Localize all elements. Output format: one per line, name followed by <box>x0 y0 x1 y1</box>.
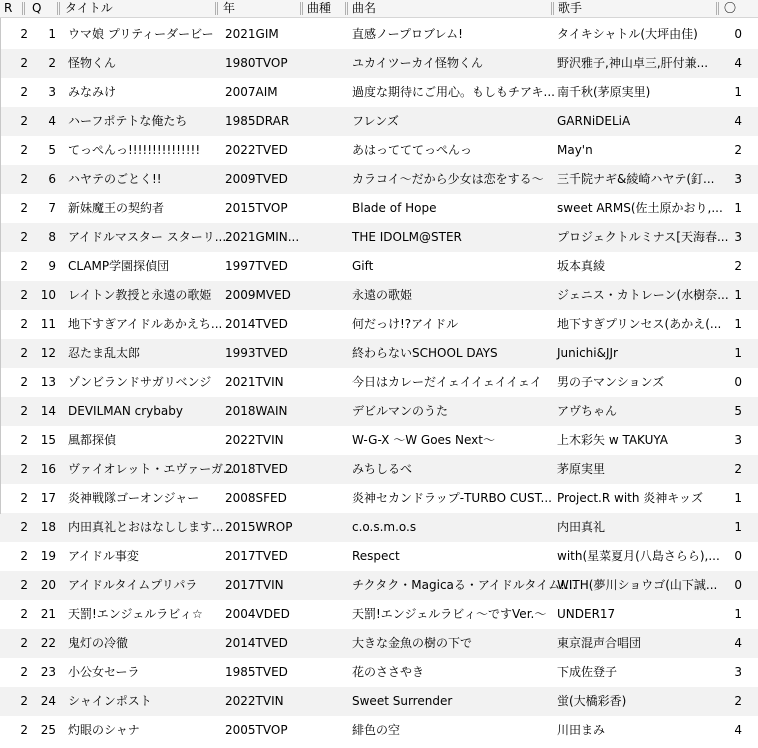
cell-title: てっぺんっ!!!!!!!!!!!!!!! <box>68 143 201 157</box>
cell-title: 忍たま乱太郎 <box>68 346 141 360</box>
column-resize-handle[interactable] <box>57 2 60 15</box>
cell-genre <box>306 571 348 600</box>
cell-song: 永遠の歌姫 <box>352 288 413 302</box>
cell-title: みなみけ <box>68 85 117 99</box>
cell-r: 2 <box>20 723 28 737</box>
cell-year: 2015WROP <box>225 520 293 534</box>
cell-song: W-G-X 〜W Goes Next〜 <box>352 433 495 447</box>
table-row[interactable] <box>0 310 758 339</box>
cell-o: 2 <box>734 462 742 476</box>
cell-q: 6 <box>48 172 56 186</box>
cell-singer: タイキシャトル(大坪由佳) <box>557 27 698 41</box>
cell-title: 鬼灯の冷徹 <box>68 636 129 650</box>
cell-song: 何だっけ!?アイドル <box>352 317 459 331</box>
cell-q: 13 <box>40 375 56 389</box>
table-row[interactable] <box>0 397 758 426</box>
table-row[interactable] <box>0 339 758 368</box>
cell-title: ハヤテのごとく!! <box>68 172 162 186</box>
cell-o: 5 <box>734 404 742 418</box>
cell-q: 1 <box>48 27 56 41</box>
table-row[interactable] <box>0 20 758 49</box>
table-row[interactable] <box>0 658 758 687</box>
table-row[interactable] <box>0 78 758 107</box>
cell-genre <box>306 513 348 542</box>
cell-title: 小公女セーラ <box>68 665 140 679</box>
cell-q: 24 <box>40 694 56 708</box>
cell-o: 3 <box>734 172 742 186</box>
cell-o: 1 <box>734 607 742 621</box>
cell-genre <box>306 629 348 658</box>
cell-genre <box>306 49 348 78</box>
cell-genre <box>306 687 348 716</box>
cell-title: DEVILMAN crybaby <box>68 404 183 418</box>
cell-singer: 下成佐登子 <box>557 665 618 679</box>
cell-r: 2 <box>20 462 28 476</box>
cell-song: THE IDOLM@STER <box>352 230 462 244</box>
cell-q: 7 <box>48 201 56 215</box>
cell-q: 3 <box>48 85 56 99</box>
cell-song: Respect <box>352 549 400 563</box>
cell-title: ヴァイオレット・エヴァーガ... <box>68 462 235 476</box>
cell-year: 2021GMIN... <box>225 230 300 244</box>
table-row[interactable] <box>0 426 758 455</box>
table-row[interactable] <box>0 484 758 513</box>
cell-title: アイドルマスター スターリ... <box>68 230 227 244</box>
cell-year: 2018TVED <box>225 462 288 476</box>
cell-song: Blade of Hope <box>352 201 437 215</box>
cell-genre <box>306 281 348 310</box>
cell-r: 2 <box>20 230 28 244</box>
cell-genre <box>306 339 348 368</box>
cell-genre <box>306 542 348 571</box>
cell-o: 2 <box>734 143 742 157</box>
cell-singer: 野沢雅子,神山卓三,肝付兼... <box>557 56 709 70</box>
column-header-genre[interactable]: 曲種 <box>307 1 332 15</box>
cell-r: 2 <box>20 578 28 592</box>
cell-q: 19 <box>40 549 56 563</box>
cell-q: 14 <box>40 404 56 418</box>
cell-genre <box>306 194 348 223</box>
table-row[interactable] <box>0 49 758 78</box>
cell-song: Gift <box>352 259 374 273</box>
table-row[interactable] <box>0 165 758 194</box>
cell-singer: May'n <box>557 143 593 157</box>
cell-o: 0 <box>734 549 742 563</box>
cell-year: 2014TVED <box>225 636 288 650</box>
cell-song: Sweet Surrender <box>352 694 453 708</box>
cell-r: 2 <box>20 288 28 302</box>
cell-genre <box>306 426 348 455</box>
cell-genre <box>306 78 348 107</box>
cell-genre <box>306 310 348 339</box>
cell-o: 0 <box>734 27 742 41</box>
column-header-q[interactable]: Q <box>32 1 42 15</box>
cell-r: 2 <box>20 433 28 447</box>
cell-title: 怪物くん <box>68 56 117 70</box>
cell-song: 天罰!エンジェルラビィ〜ですVer.〜 <box>352 607 547 621</box>
cell-singer: 南千秋(茅原実里) <box>557 85 651 99</box>
column-resize-handle[interactable] <box>22 2 25 15</box>
cell-title: ハーフポテトな俺たち <box>68 114 188 128</box>
cell-song: c.o.s.m.o.s <box>352 520 417 534</box>
cell-q: 15 <box>40 433 56 447</box>
cell-year: 1993TVED <box>225 346 288 360</box>
cell-singer: アヴちゃん <box>557 404 618 418</box>
cell-r: 2 <box>20 404 28 418</box>
cell-year: 2014TVED <box>225 317 288 331</box>
cell-year: 2017TVIN <box>225 578 284 592</box>
cell-singer: GARNiDELiA <box>557 114 631 128</box>
cell-r: 2 <box>20 85 28 99</box>
cell-title: シャインポスト <box>68 694 152 708</box>
cell-song: フレンズ <box>352 114 399 128</box>
cell-year: 2021GIM <box>225 27 279 41</box>
cell-title: アイドル事変 <box>68 549 139 563</box>
table-header <box>0 0 758 18</box>
column-resize-handle[interactable] <box>716 2 719 15</box>
cell-q: 8 <box>48 230 56 244</box>
cell-genre <box>306 600 348 629</box>
column-header-song[interactable]: 曲名 <box>352 1 377 15</box>
cell-r: 2 <box>20 549 28 563</box>
cell-singer: with(星菜夏月(八島さらら),... <box>557 549 720 563</box>
cell-title: 天罰!エンジェルラビィ☆ <box>68 607 203 621</box>
cell-r: 2 <box>20 375 28 389</box>
cell-year: 1985TVED <box>225 665 288 679</box>
table-row[interactable] <box>0 194 758 223</box>
table-row[interactable] <box>0 252 758 281</box>
cell-year: 2017TVED <box>225 549 288 563</box>
cell-song: 大きな金魚の樹の下で <box>352 636 473 650</box>
cell-o: 1 <box>734 201 742 215</box>
cell-year: 2015TVOP <box>225 201 288 215</box>
table-row[interactable] <box>0 107 758 136</box>
cell-q: 22 <box>40 636 56 650</box>
cell-o: 4 <box>734 636 742 650</box>
table-row[interactable] <box>0 281 758 310</box>
cell-o: 1 <box>734 520 742 534</box>
cell-year: 2009TVED <box>225 172 288 186</box>
cell-q: 17 <box>40 491 56 505</box>
cell-q: 12 <box>40 346 56 360</box>
cell-r: 2 <box>20 27 28 41</box>
cell-singer: sweet ARMS(佐土原かおり,... <box>557 201 723 215</box>
cell-o: 1 <box>734 288 742 302</box>
cell-singer: Project.R with 炎神キッズ <box>557 491 704 505</box>
cell-song: 花のささやき <box>352 665 425 679</box>
cell-q: 25 <box>40 723 56 737</box>
cell-title: アイドルタイムプリパラ <box>68 578 198 592</box>
cell-r: 2 <box>20 346 28 360</box>
cell-r: 2 <box>20 694 28 708</box>
cell-genre <box>306 107 348 136</box>
cell-singer: Junichi&JJr <box>557 346 618 360</box>
table-row[interactable] <box>0 223 758 252</box>
cell-genre <box>306 165 348 194</box>
cell-o: 1 <box>734 491 742 505</box>
table-row[interactable] <box>0 716 758 745</box>
cell-r: 2 <box>20 636 28 650</box>
cell-r: 2 <box>20 520 28 534</box>
cell-year: 2021TVIN <box>225 375 284 389</box>
column-header-singer[interactable]: 歌手 <box>558 1 583 15</box>
column-resize-handle[interactable] <box>215 2 218 15</box>
cell-song: 今日はカレーだイェイイェイイェイ <box>352 375 542 389</box>
cell-o: 4 <box>734 723 742 737</box>
cell-r: 2 <box>20 491 28 505</box>
cell-q: 4 <box>48 114 56 128</box>
cell-title: 炎神戦隊ゴーオンジャー <box>68 491 200 505</box>
table-row[interactable] <box>0 600 758 629</box>
cell-song: ユカイツーカイ怪物くん <box>352 56 484 70</box>
column-header-year[interactable]: 年 <box>223 1 236 15</box>
cell-q: 16 <box>40 462 56 476</box>
cell-singer: 三千院ナギ&綾崎ハヤテ(釘... <box>557 172 715 186</box>
cell-q: 20 <box>40 578 56 592</box>
cell-year: 1980TVOP <box>225 56 288 70</box>
cell-r: 2 <box>20 317 28 331</box>
cell-o: 1 <box>734 85 742 99</box>
cell-q: 2 <box>48 56 56 70</box>
cell-singer: 東京混声合唱団 <box>557 636 642 650</box>
cell-o: 3 <box>734 665 742 679</box>
table-row[interactable] <box>0 687 758 716</box>
cell-o: 2 <box>734 694 742 708</box>
cell-q: 11 <box>40 317 56 331</box>
cell-q: 18 <box>40 520 56 534</box>
cell-singer: WITH(夢川ショウゴ(山下誠... <box>557 578 718 592</box>
cell-genre <box>306 484 348 513</box>
table-row[interactable] <box>0 455 758 484</box>
cell-year: 1985DRAR <box>225 114 290 128</box>
cell-o: 1 <box>734 346 742 360</box>
cell-title: CLAMP学園探偵団 <box>68 259 170 273</box>
cell-year: 2018WAIN <box>225 404 288 418</box>
cell-title: レイトン教授と永遠の歌姫 <box>68 288 212 302</box>
cell-singer: UNDER17 <box>557 607 616 621</box>
table-row[interactable] <box>0 542 758 571</box>
cell-year: 1997TVED <box>225 259 288 273</box>
cell-r: 2 <box>20 56 28 70</box>
cell-singer: 川田まみ <box>557 723 606 737</box>
cell-song: みちしるべ <box>352 462 413 476</box>
cell-singer: 地下すぎプリンセス(あかえ(... <box>557 317 722 331</box>
cell-q: 9 <box>48 259 56 273</box>
cell-singer: 男の子マンションズ <box>557 375 665 389</box>
table-row[interactable] <box>0 136 758 165</box>
cell-q: 5 <box>48 143 56 157</box>
table-row[interactable] <box>0 629 758 658</box>
cell-o: 4 <box>734 56 742 70</box>
cell-singer: 上木彩矢 w TAKUYA <box>557 433 668 447</box>
cell-year: 2022TVIN <box>225 433 284 447</box>
cell-genre <box>306 368 348 397</box>
cell-r: 2 <box>20 607 28 621</box>
cell-singer: 内田真礼 <box>557 520 606 534</box>
table-row[interactable] <box>0 571 758 600</box>
cell-singer: 坂本真綾 <box>557 259 606 273</box>
cell-genre <box>306 252 348 281</box>
cell-o: 3 <box>734 230 742 244</box>
cell-song: あはってててっぺんっ <box>352 143 473 157</box>
cell-r: 2 <box>20 143 28 157</box>
cell-r: 2 <box>20 259 28 273</box>
cell-title: 新妹魔王の契約者 <box>68 201 165 215</box>
cell-genre <box>306 716 348 745</box>
cell-song: 炎神セカンドラップ-TURBO CUST... <box>352 491 552 505</box>
cell-song: 直感ノープロブレム! <box>352 27 463 41</box>
cell-o: 0 <box>734 375 742 389</box>
cell-genre <box>306 20 348 49</box>
cell-r: 2 <box>20 114 28 128</box>
cell-title: ウマ娘 プリティーダービー <box>68 27 214 41</box>
cell-title: 灼眼のシャナ <box>68 723 140 737</box>
cell-singer: 蛍(大橋彩香) <box>557 694 627 708</box>
cell-song: デビルマンのうた <box>352 404 449 418</box>
cell-title: 風都探偵 <box>68 433 117 447</box>
cell-o: 2 <box>734 259 742 273</box>
cell-q: 10 <box>40 288 56 302</box>
column-header-title[interactable]: タイトル <box>65 1 113 15</box>
grid-left-border <box>0 18 1 514</box>
table-row[interactable] <box>0 368 758 397</box>
cell-song: 過度な期待にご用心。もしもチアキ... <box>352 85 555 99</box>
cell-q: 21 <box>40 607 56 621</box>
cell-year: 2005TVOP <box>225 723 288 737</box>
cell-year: 2008SFED <box>225 491 287 505</box>
table-row[interactable] <box>0 513 758 542</box>
cell-o: 4 <box>734 114 742 128</box>
cell-r: 2 <box>20 665 28 679</box>
cell-genre <box>306 455 348 484</box>
cell-genre <box>306 223 348 252</box>
cell-song: 終わらないSCHOOL DAYS <box>352 346 498 360</box>
cell-o: 0 <box>734 578 742 592</box>
cell-singer: 茅原実里 <box>557 462 606 476</box>
cell-title: ゾンビランドサガリベンジ <box>68 375 212 389</box>
cell-q: 23 <box>40 665 56 679</box>
cell-r: 2 <box>20 172 28 186</box>
cell-song: カラコイ〜だから少女は恋をする〜 <box>352 172 544 186</box>
cell-genre <box>306 397 348 426</box>
cell-year: 2009MVED <box>225 288 291 302</box>
cell-r: 2 <box>20 201 28 215</box>
cell-year: 2007AIM <box>225 85 278 99</box>
cell-genre <box>306 658 348 687</box>
cell-o: 1 <box>734 317 742 331</box>
cell-year: 2022TVED <box>225 143 288 157</box>
cell-song: チクタク・Magicaる・アイドルタイム!... <box>352 578 577 592</box>
cell-singer: ジェニス・カトレーン(水樹奈... <box>557 288 729 302</box>
cell-genre <box>306 136 348 165</box>
cell-year: 2022TVIN <box>225 694 284 708</box>
column-header-r[interactable]: R <box>4 1 13 15</box>
cell-title: 地下すぎアイドルあかえち... <box>68 317 223 331</box>
cell-song: 緋色の空 <box>352 723 401 737</box>
cell-title: 内田真礼とおはなしします... <box>68 520 224 534</box>
cell-year: 2004VDED <box>225 607 290 621</box>
column-header-o[interactable]: 〇 <box>724 1 737 15</box>
cell-o: 3 <box>734 433 742 447</box>
cell-singer: プロジェクトルミナス[天海春... <box>557 230 729 244</box>
